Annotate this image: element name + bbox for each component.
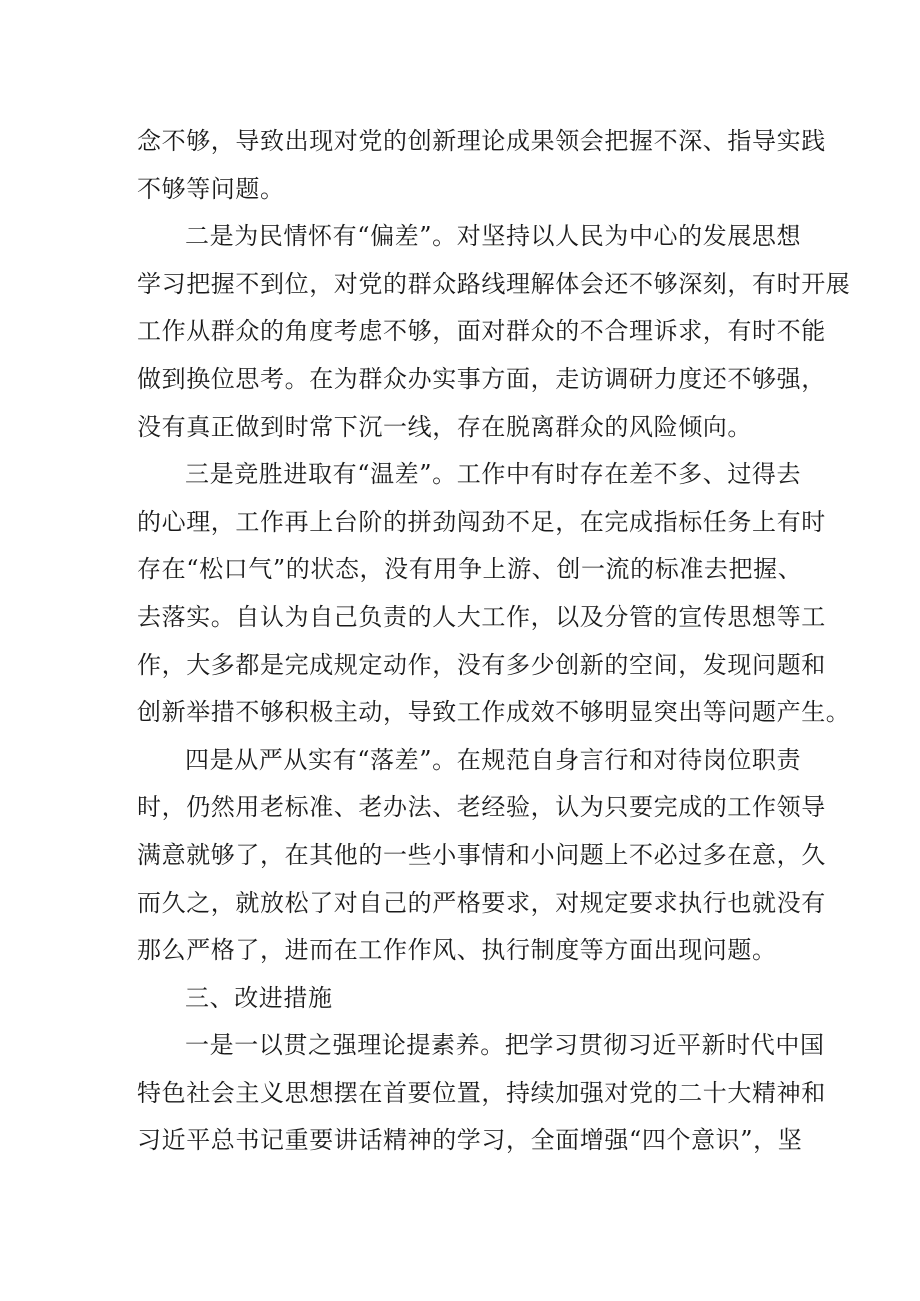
paragraph-continuation [137, 118, 826, 213]
paragraph-strengthen-theory [137, 1022, 826, 1165]
text-line: 没有真正做到时常下沉一线，存在脱离群众的风险倾向。 [137, 412, 752, 441]
text-line: 二是为民情怀有“偏差”。对坚持以人民为中心的发展思想 [185, 222, 802, 251]
text-line: 创新举措不够积极主动，导致工作成效不够明显突出等问题产生。 [137, 698, 851, 727]
heading-line: 三、改进措施 [185, 983, 333, 1012]
text-line: 习近平总书记重要讲话精神的学习，全面增强“四个意识”，坚 [137, 1126, 803, 1155]
text-line: 时，仍然用老标准、老办法、老经验，认为只要完成的工作领导 [137, 793, 826, 822]
text-line: 满意就够了，在其他的一些小事情和小问题上不必过多在意，久 [137, 840, 826, 869]
text-line: 念不够，导致出现对党的创新理论成果领会把握不深、指导实践 [137, 127, 826, 155]
paragraph-implementation-gap [137, 737, 826, 975]
section-heading-improvement-measures [137, 975, 791, 1023]
text-line: 四是从严从实有“落差”。在规范自身言行和对待岗位职责 [185, 745, 802, 774]
text-line: 特色社会主义思想摆在首要位置，持续加强对党的二十大精神和 [137, 1078, 826, 1107]
text-line: 去落实。自认为自己负责的人大工作，以及分管的宣传思想等工 [137, 602, 826, 631]
text-line: 做到换位思考。在为群众办实事方面，走访调研力度还不够强， [137, 364, 826, 393]
text-line: 作，大多都是完成规定动作，没有多少创新的空间，发现问题和 [137, 650, 826, 679]
text-line: 不够等问题。 [137, 174, 285, 203]
text-line: 而久之，就放松了对自己的严格要求，对规定要求执行也就没有 [137, 888, 826, 917]
text-line: 一是一以贯之强理论提素养。把学习贯彻习近平新时代中国 [185, 1031, 825, 1060]
text-line: 的心理，工作再上台阶的拼劲闯劲不足，在完成指标任务上有时 [137, 507, 826, 536]
text-line: 那么严格了，进而在工作作风、执行制度等方面出现问题。 [137, 936, 777, 965]
text-line: 学习把握不到位，对党的群众路线理解体会还不够深刻，有时开展 [137, 269, 851, 298]
document-body [137, 118, 851, 1165]
paragraph-temperature-gap [137, 451, 851, 737]
text-line: 三是竞胜进取有“温差”。工作中有时存在差不多、过得去 [185, 460, 802, 489]
paragraph-bias-in-people-sentiment [137, 213, 851, 451]
text-line: 工作从群众的角度考虑不够，面对群众的不合理诉求，有时不能 [137, 317, 826, 346]
text-line: 存在“松口气”的状态，没有用争上游、创一流的标准去把握、 [137, 555, 803, 584]
